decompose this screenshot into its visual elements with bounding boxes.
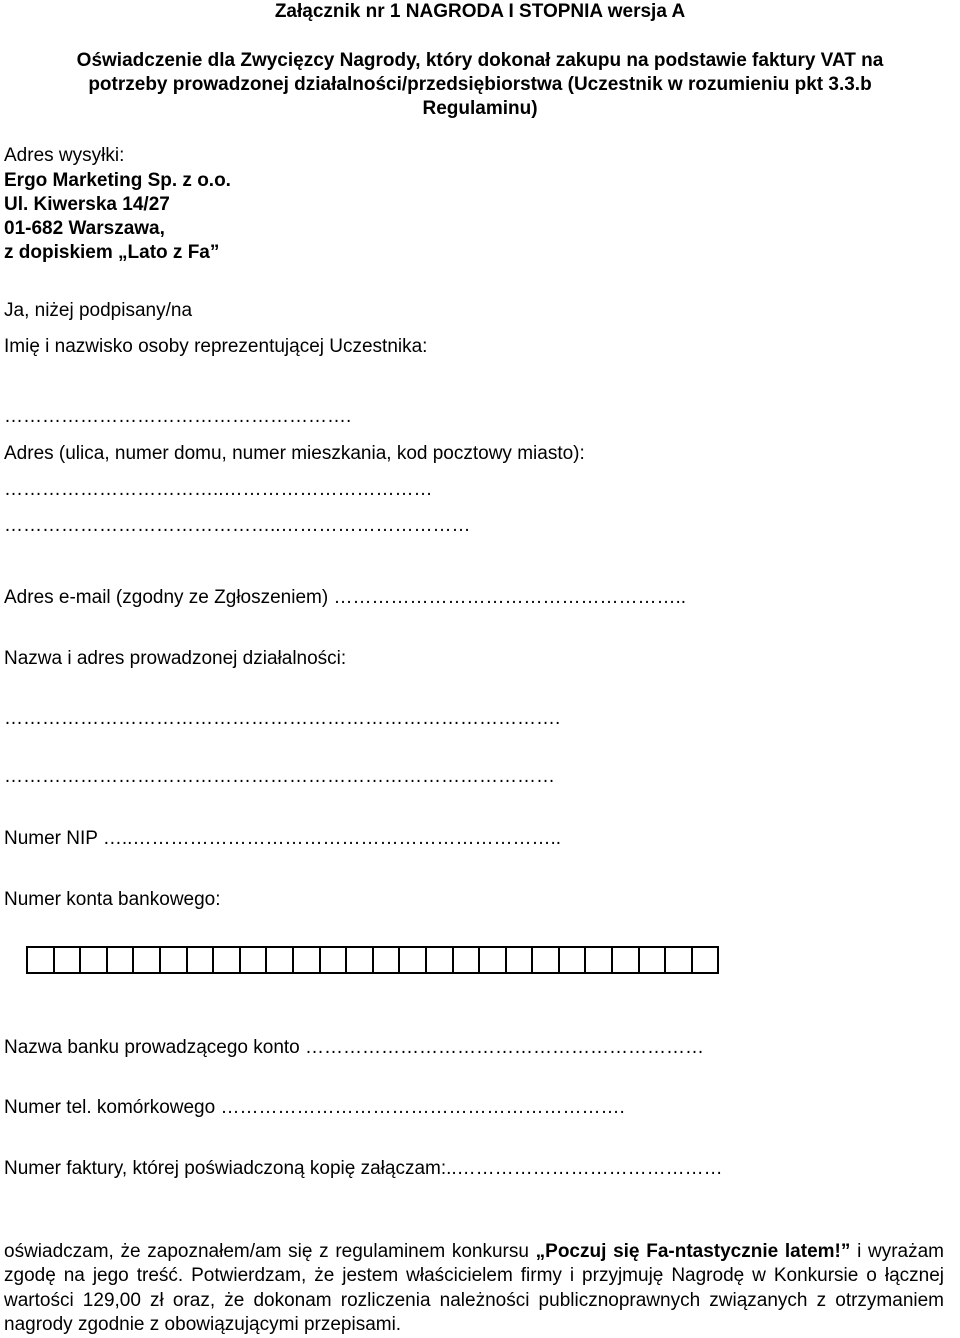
- declaration-text-2: i wyrażam zgodę na jego treść. Potwierdzam, że jestem właścicielem firmy i przyjmuję Nagrodę w Konkursie o łącznej wartości 129,00 zł oraz, że dokonam rozliczenia należności publicznoprawnych związanych z otrzymaniem nagrody zgodnie z obowiązującymi przepisami.: [4, 1241, 944, 1335]
- address-field-line-1[interactable]: ……………………………..……………………………: [4, 479, 433, 500]
- account-digit-cell[interactable]: [507, 948, 534, 974]
- phone-label: Numer tel. komórkowego: [4, 1097, 216, 1118]
- bank-account-number-grid[interactable]: [26, 946, 719, 974]
- account-digit-cell[interactable]: [454, 948, 481, 974]
- account-digit-cell[interactable]: [161, 948, 188, 974]
- declaration-paragraph: [4, 1240, 944, 1337]
- shipping-company: Ergo Marketing Sp. z o.o.: [4, 170, 231, 191]
- account-digit-cell[interactable]: [347, 948, 374, 974]
- account-digit-cell[interactable]: [294, 948, 321, 974]
- shipping-note: z dopiskiem „Lato z Fa”: [4, 242, 220, 263]
- statement-title-line-2: potrzeby prowadzonej działalności/przedsiębiorstwa (Uczestnik w rozumieniu pkt 3.3.b: [88, 74, 872, 95]
- account-digit-cell[interactable]: [134, 948, 161, 974]
- account-digit-cell[interactable]: [400, 948, 427, 974]
- email-row: [4, 587, 686, 609]
- account-digit-cell[interactable]: [693, 948, 720, 974]
- account-digit-cell[interactable]: [81, 948, 108, 974]
- nip-field[interactable]: …..…………………………………………………………..: [102, 828, 562, 849]
- contest-name: „Poczuj się Fa-ntastycznie latem!”: [535, 1241, 851, 1262]
- account-digit-cell[interactable]: [666, 948, 693, 974]
- account-digit-cell[interactable]: [374, 948, 401, 974]
- account-digit-cell[interactable]: [214, 948, 241, 974]
- representative-name-label: Imię i nazwisko osoby reprezentującej Uczestnika:: [4, 336, 428, 357]
- account-digit-cell[interactable]: [241, 948, 268, 974]
- account-digit-cell[interactable]: [267, 948, 294, 974]
- shipping-city: 01-682 Warszawa,: [4, 218, 165, 239]
- representative-name-field[interactable]: ……………………………………………….: [4, 406, 352, 427]
- bank-name-row: [4, 1037, 704, 1059]
- invoice-label: Numer faktury, której poświadczoną kopię załączam:: [4, 1158, 447, 1179]
- address-field-line-2[interactable]: ……………………………………..…………………………: [4, 515, 471, 536]
- signed-label: Ja, niżej podpisany/na: [4, 300, 193, 321]
- account-digit-cell[interactable]: [480, 948, 507, 974]
- nip-row: [4, 828, 561, 850]
- invoice-row: [4, 1158, 723, 1180]
- account-digit-cell[interactable]: [427, 948, 454, 974]
- statement-title-line-3: Regulaminu): [422, 98, 538, 119]
- account-digit-cell[interactable]: [533, 948, 560, 974]
- account-digit-cell[interactable]: [613, 948, 640, 974]
- account-digit-cell[interactable]: [108, 948, 135, 974]
- shipping-address-label: Adres wysyłki:: [4, 145, 125, 166]
- bank-name-label: Nazwa banku prowadzącego konto: [4, 1037, 300, 1058]
- business-label: Nazwa i adres prowadzonej działalności:: [4, 648, 347, 669]
- nip-label: Numer NIP: [4, 828, 98, 849]
- business-field-line-2[interactable]: ……………………………………………………………………………: [4, 766, 555, 787]
- account-digit-cell[interactable]: [586, 948, 613, 974]
- bank-name-field[interactable]: ………………………………………………………: [305, 1037, 705, 1058]
- phone-field[interactable]: ……………………………………………………….: [220, 1097, 625, 1118]
- account-digit-cell[interactable]: [28, 948, 55, 974]
- address-label: Adres (ulica, numer domu, numer mieszkania, kod pocztowy miasto):: [4, 443, 585, 464]
- declaration-text-1: oświadczam, że zapoznałem/am się z regulaminem konkursu: [4, 1241, 536, 1262]
- statement-title-line-1: Oświadczenie dla Zwycięzcy Nagrody, który dokonał zakupu na podstawie faktury VAT na: [76, 50, 884, 71]
- account-digit-cell[interactable]: [560, 948, 587, 974]
- account-digit-cell[interactable]: [640, 948, 667, 974]
- document-title: Załącznik nr 1 NAGRODA I STOPNIA wersja A: [274, 1, 686, 22]
- business-field-line-1[interactable]: …………………………………………………………………………….: [4, 708, 561, 729]
- account-digit-cell[interactable]: [188, 948, 215, 974]
- bank-account-label: Numer konta bankowego:: [4, 889, 221, 910]
- email-label: Adres e-mail (zgodny ze Zgłoszeniem): [4, 587, 329, 608]
- email-field[interactable]: ………………………………………………..: [333, 587, 687, 608]
- invoice-field[interactable]: ..……………………………………: [446, 1158, 723, 1179]
- account-digit-cell[interactable]: [55, 948, 82, 974]
- account-digit-cell[interactable]: [321, 948, 348, 974]
- shipping-street: Ul. Kiwerska 14/27: [4, 194, 170, 215]
- phone-row: [4, 1097, 625, 1119]
